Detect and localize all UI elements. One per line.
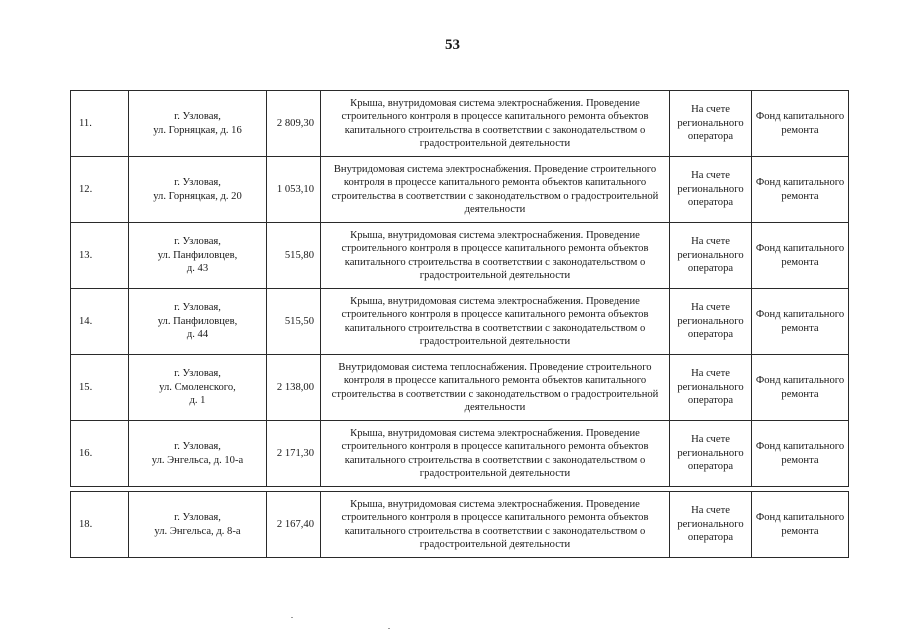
address-line: д. 1 (189, 395, 206, 407)
scan-artifact (388, 628, 390, 629)
address-line: ул. Панфиловцев, (157, 315, 238, 327)
address-cell (129, 492, 267, 558)
work-description: Крыша, внутридомовая система электроснабжения. Проведение строительного контроля в процессе капитального ремонта объектов капитального строительства в соответствии с законодательством о градостроительной деятельности (321, 492, 670, 558)
address-cell (129, 157, 267, 223)
address-line: ул. Энгельса, д. 8-а (154, 525, 241, 537)
address-cell (129, 421, 267, 487)
table-row (71, 157, 849, 223)
row-number: 15. (71, 355, 129, 421)
address-cell (129, 91, 267, 157)
account-method: На счете регионального оператора (670, 355, 752, 421)
address-line: ул. Энгельса, д. 10-а (151, 454, 244, 466)
capital-repair-table-continuation (70, 491, 849, 558)
area-value: 2 809,30 (267, 91, 321, 157)
funding-source: Фонд капитального ремонта (752, 355, 849, 421)
area-value: 515,50 (267, 289, 321, 355)
address-line: д. 44 (186, 329, 209, 341)
work-description: Крыша, внутридомовая система электроснабжения. Проведение строительного контроля в процессе капитального ремонта объектов капитального строительства в соответствии с законодательством о градостроительной деятельности (321, 289, 670, 355)
area-value: 1 053,10 (267, 157, 321, 223)
funding-source: Фонд капитального ремонта (752, 223, 849, 289)
area-value: 2 138,00 (267, 355, 321, 421)
funding-source: Фонд капитального ремонта (752, 421, 849, 487)
work-description: Крыша, внутридомовая система электроснабжения. Проведение строительного контроля в процессе капитального ремонта объектов капитального строительства в соответствии с законодательством о градостроительной деятельности (321, 91, 670, 157)
funding-source: Фонд капитального ремонта (752, 157, 849, 223)
row-number: 11. (71, 91, 129, 157)
area-value: 515,80 (267, 223, 321, 289)
address-line: г. Узловая, (174, 441, 221, 453)
table-row (71, 492, 849, 558)
address-line: г. Узловая, (174, 368, 221, 380)
table-row (71, 355, 849, 421)
address-cell (129, 355, 267, 421)
account-method: На счете регионального оператора (670, 157, 752, 223)
address-line: ул. Панфиловцев, (157, 249, 238, 261)
table-row (71, 91, 849, 157)
address-line: д. 43 (186, 263, 209, 275)
row-number: 16. (71, 421, 129, 487)
address-line: г. Узловая, (174, 177, 221, 189)
table-row (71, 289, 849, 355)
funding-source: Фонд капитального ремонта (752, 492, 849, 558)
address-line: ул. Горняцкая, д. 20 (153, 190, 242, 202)
table-body (71, 91, 849, 487)
account-method: На счете регионального оператора (670, 223, 752, 289)
work-description: Внутридомовая система теплоснабжения. Проведение строительного контроля в процессе капитального ремонта объектов капитального строительства в соответствии с законодательством о градостроительной деятельности (321, 355, 670, 421)
table-row (71, 421, 849, 487)
work-description: Крыша, внутридомовая система электроснабжения. Проведение строительного контроля в процессе капитального ремонта объектов капитального строительства в соответствии с законодательством о градостроительной деятельности (321, 223, 670, 289)
row-number: 18. (71, 492, 129, 558)
capital-repair-table (70, 90, 849, 487)
scan-artifact (291, 617, 293, 618)
area-value: 2 167,40 (267, 492, 321, 558)
funding-source: Фонд капитального ремонта (752, 289, 849, 355)
address-cell (129, 289, 267, 355)
work-description: Внутридомовая система электроснабжения. Проведение строительного контроля в процессе капитального ремонта объектов капитального строительства в соответствии с законодательством о градостроительной деятельности (321, 157, 670, 223)
row-number: 14. (71, 289, 129, 355)
area-value: 2 171,30 (267, 421, 321, 487)
account-method: На счете регионального оператора (670, 421, 752, 487)
address-line: ул. Смоленского, (159, 381, 236, 393)
table-body (71, 492, 849, 558)
address-line: г. Узловая, (174, 111, 221, 123)
page-number: 53 (445, 37, 460, 53)
table-row (71, 223, 849, 289)
address-line: г. Узловая, (174, 302, 221, 314)
row-number: 12. (71, 157, 129, 223)
account-method: На счете регионального оператора (670, 492, 752, 558)
funding-source: Фонд капитального ремонта (752, 91, 849, 157)
address-line: г. Узловая, (174, 512, 221, 524)
address-cell (129, 223, 267, 289)
row-number: 13. (71, 223, 129, 289)
account-method: На счете регионального оператора (670, 91, 752, 157)
account-method: На счете регионального оператора (670, 289, 752, 355)
address-line: г. Узловая, (174, 236, 221, 248)
work-description: Крыша, внутридомовая система электроснабжения. Проведение строительного контроля в процессе капитального ремонта объектов капитального строительства в соответствии с законодательством о градостроительной деятельности (321, 421, 670, 487)
address-line: ул. Горняцкая, д. 16 (153, 124, 242, 136)
